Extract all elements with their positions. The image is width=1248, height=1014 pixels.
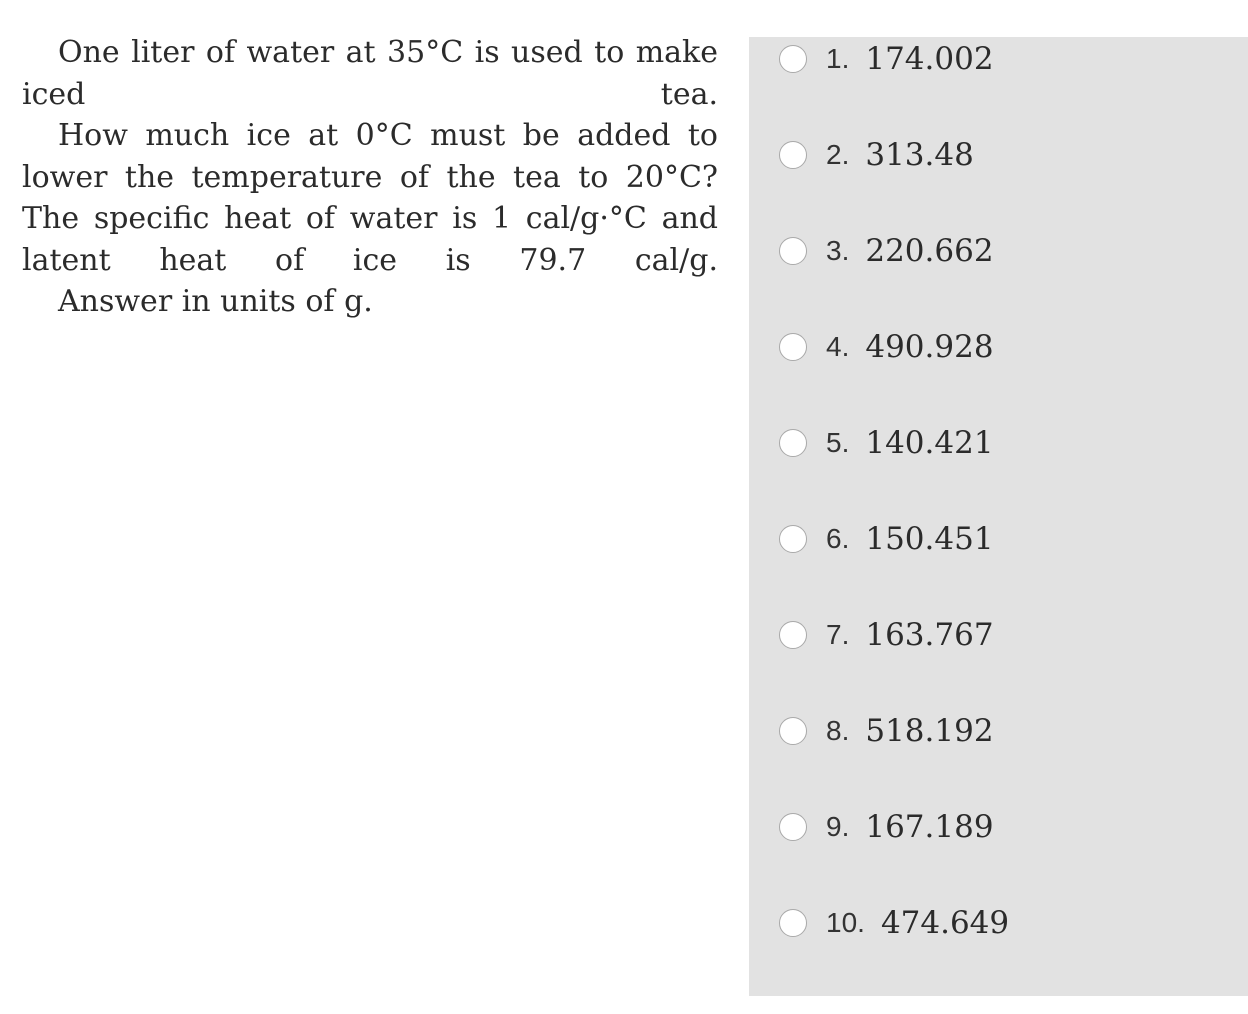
choice-4[interactable] <box>779 327 994 367</box>
choice-value: 167.189 <box>865 809 994 845</box>
choice-number: 1. <box>826 43 850 74</box>
radio-button[interactable] <box>779 525 807 553</box>
choice-value: 174.002 <box>865 41 994 77</box>
choice-number: 7. <box>826 619 850 650</box>
choice-number: 8. <box>826 715 850 746</box>
choice-number: 10. <box>826 907 865 938</box>
choice-number: 5. <box>826 427 850 458</box>
choice-value: 490.928 <box>865 329 994 365</box>
answer-units-note: Answer in units of g. <box>58 284 373 319</box>
choice-value: 220.662 <box>865 233 994 269</box>
choice-value: 518.192 <box>865 713 994 749</box>
choice-6[interactable] <box>779 519 994 559</box>
choice-number: 9. <box>826 811 850 842</box>
radio-button[interactable] <box>779 813 807 841</box>
choice-2[interactable] <box>779 135 974 175</box>
choice-10[interactable] <box>779 903 1009 943</box>
question-paragraph-2: How much ice at 0°C must be added to lower the temperature of the tea to 20°C? The specific heat of water is 1 cal/g·°C and latent heat of ice is 79.7 cal/g. <box>22 118 718 278</box>
choice-number: 2. <box>826 139 850 170</box>
choice-8[interactable] <box>779 711 994 751</box>
choice-number: 6. <box>826 523 850 554</box>
choice-number: 4. <box>826 331 850 362</box>
radio-button[interactable] <box>779 45 807 73</box>
radio-button[interactable] <box>779 621 807 649</box>
radio-button[interactable] <box>779 141 807 169</box>
choice-number: 3. <box>826 235 850 266</box>
answer-choices-panel <box>749 37 1248 996</box>
choice-7[interactable] <box>779 615 994 655</box>
choice-value: 163.767 <box>865 617 994 653</box>
radio-button[interactable] <box>779 717 807 745</box>
radio-button[interactable] <box>779 333 807 361</box>
choice-value: 150.451 <box>865 521 994 557</box>
question-paragraph-1: One liter of water at 35°C is used to make iced tea. <box>22 35 718 112</box>
choice-value: 313.48 <box>865 137 974 173</box>
choice-value: 140.421 <box>865 425 994 461</box>
choice-value: 474.649 <box>880 905 1010 941</box>
radio-button[interactable] <box>779 429 807 457</box>
radio-button[interactable] <box>779 237 807 265</box>
choice-9[interactable] <box>779 807 994 847</box>
choice-5[interactable] <box>779 423 994 463</box>
question-text <box>22 32 718 323</box>
radio-button[interactable] <box>779 909 807 937</box>
choice-1[interactable] <box>779 39 994 79</box>
choice-3[interactable] <box>779 231 994 271</box>
